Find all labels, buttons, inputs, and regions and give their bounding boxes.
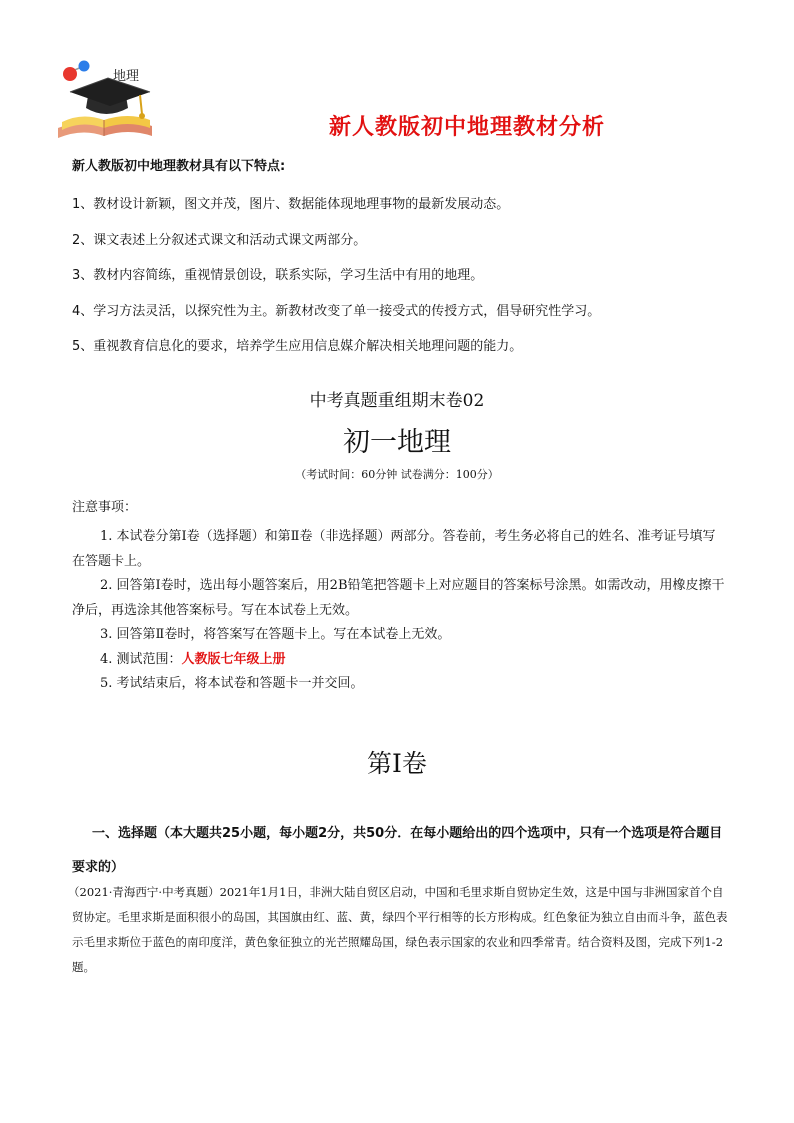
question-intro: （2021·青海西宁·中考真题）2021年1月1日，非洲大陆自贸区启动，中国和毛里求斯自贸协定生效，这是中国与非洲国家首个自贸协定。毛里求斯是面积很小的岛国，其国旗由红、蓝、黄，绿四个平行相等的长方形构成。红色象征为独立自由而斗争，蓝色表示毛里求斯位于蓝色的南印度洋，黄色象征独立的光芒照耀岛国，绿色表示国家的农业和四季常青。结合资料及图，完成下列1-2题。 [68, 885, 728, 974]
notice-item: 5. 考试结束后，将本试卷和答题卡一并交回。 [100, 676, 364, 691]
molecule-balls-icon [63, 61, 90, 82]
feature-item: 1、教材设计新颖，图文并茂，图片、数据能体现地理事物的最新发展动态。 [72, 197, 510, 212]
section-heading: 一、选择题（本大题共25小题，每小题2分，共50分．在每小题给出的四个选项中，只有一个选项是符合题目要求的） [72, 826, 723, 875]
feature-item: 3、教材内容简练，重视情景创设，联系实际，学习生活中有用的地理。 [72, 268, 484, 283]
feature-item: 4、学习方法灵活，以探究性为主。新教材改变了单一接受式的传授方式，倡导研究性学习。 [72, 303, 601, 319]
test-scope-highlight: 人教版七年级上册 [181, 651, 286, 667]
notice-heading: 注意事项： [72, 500, 138, 515]
features-section [72, 158, 732, 374]
feature-item: 2、课文表述上分叙述式课文和活动式课文两部分。 [72, 232, 367, 248]
exam-title: 中考真题重组期末卷02 [309, 391, 485, 411]
logo-label: 地理 [113, 69, 140, 84]
notice-list [72, 525, 727, 697]
notice-item: 1. 本试卷分第Ⅰ卷（选择题）和第Ⅱ卷（非选择题）两部分。答卷前，考生务必将自己的姓名、准考证号填写在答题卡上。 [72, 529, 716, 569]
exam-info: （考试时间：60分钟 试卷满分：100分） [295, 468, 499, 481]
notice-item-prefix: 4. 测试范围： [100, 651, 182, 667]
notice-item: 3. 回答第Ⅱ卷时，将答案写在答题卡上。写在本试卷上无效。 [100, 627, 451, 642]
volume-heading: 第Ⅰ卷 [367, 749, 427, 778]
exam-subject: 初一地理 [343, 427, 451, 458]
banner-title: 新人教版初中地理教材分析 [328, 115, 605, 140]
feature-item: 5、重视教育信息化的要求，培养学生应用信息媒介解决相关地理问题的能力。 [72, 339, 523, 354]
features-intro: 新人教版初中地理教材具有以下特点: [72, 159, 286, 174]
notice-item: 2. 回答第Ⅰ卷时，选出每小题答案后，用2B铅笔把答题卡上对应题目的答案标号涂黑。如需改动，用橡皮擦干净后，再选涂其他答案标号。写在本试卷上无效。 [72, 578, 725, 618]
notice-item [72, 648, 727, 673]
